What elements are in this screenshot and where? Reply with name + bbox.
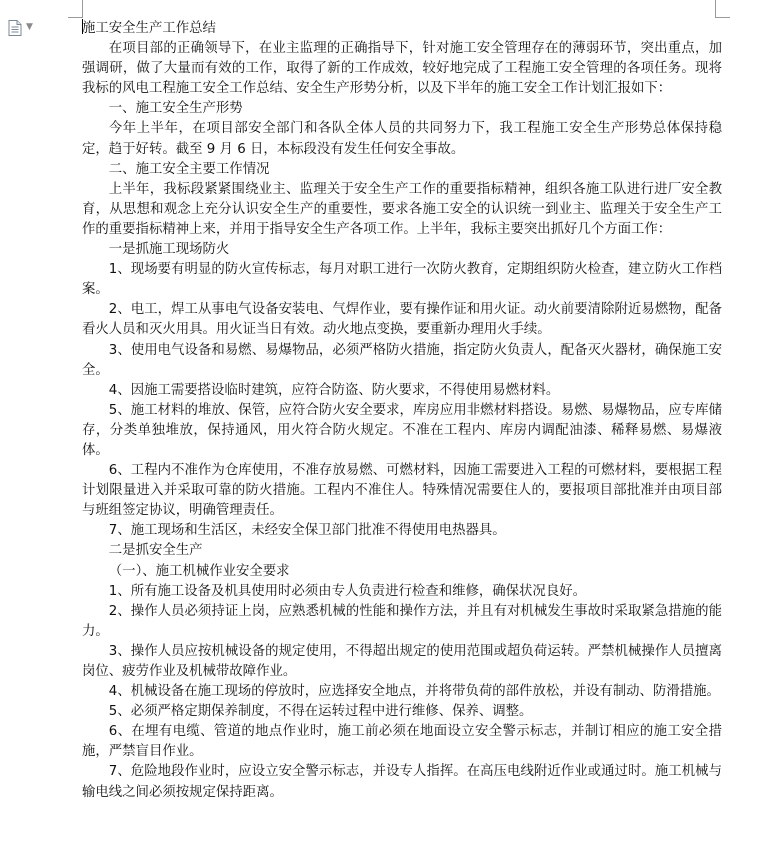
section-heading: 二、施工安全主要工作情况 bbox=[108, 161, 270, 177]
paragraph: 今年上半年，在项目部安全部门和各队全体人员的共同努力下，我工程施工安全生产形势总体保持稳定，趋于好转。截至 9 月 6 日，本标段没有发生任何安全事故。 bbox=[82, 121, 722, 157]
list-item: 7、危险地段作业时，应设立安全警示标志，并设专人指挥。在高压电线附近作业或通过时。施工机械与输电线之间必须按规定保持距离。 bbox=[82, 764, 722, 800]
list-item: 5、施工材料的堆放、保管，应符合防火安全要求，库房应用非燃材料搭设。易燃、易爆物品，应专库储存，分类单独堆放，保持通风，用火符合防火规定。不准在工程内、库房内调配油漆、稀释易燃、易爆液体。 bbox=[82, 402, 722, 458]
list-item: 1、所有施工设备及机具使用时必须由专人负责进行检查和维修，确保状况良好。 bbox=[108, 583, 586, 599]
paragraph: 上半年，我标段紧紧围绕业主、监理关于安全生产工作的重要指标精神，组织各施工队进行进厂安全教育，从思想和观念上充分认识安全生产的重要性，要求各施工安全的认识统一到业主、监理关于安全生产工作的重要指标精神上来，并用于指导安全生产各项工作。上半年，我标主要突出抓好几个方面工作： bbox=[82, 181, 722, 237]
caret-down-icon[interactable]: ▼ bbox=[26, 22, 33, 32]
subsection-heading: （一）、施工机械作业安全要求 bbox=[108, 563, 290, 579]
section-heading: 一、施工安全生产形势 bbox=[108, 101, 243, 117]
list-item: 2、电工，焊工从事电气设备安装电、气焊作业，要有操作证和用火证。动火前要清除附近易燃物，配备看火人员和灭火用具。用火证当日有效。动火地点变换，要重新办理用火手续。 bbox=[82, 302, 722, 338]
margin-corner-mark bbox=[715, 0, 716, 17]
list-item: 2、操作人员必须持证上岗，应熟悉机械的性能和操作方法，并且有对机械发生事故时采取紧急措施的能力。 bbox=[82, 603, 722, 639]
list-item: 3、使用电气设备和易燃、易爆物品，必须严格防火措施，指定防火负责人，配备灭火器材，确保施工安全。 bbox=[82, 342, 722, 378]
subsection-heading: 二是抓安全生产 bbox=[108, 543, 203, 559]
margin-corner-mark bbox=[82, 0, 83, 17]
paragraph: 在项目部的正确领导下，在业主监理的正确指导下，针对施工安全管理存在的薄弱环节，突出重点，加强调研，做了大量而有效的工作，取得了新的工作成效，较好地完成了工程施工安全管理的各项任务。现将我标的风电工程施工安全工作总结、安全生产形势分析，以及下半年的施工安全工作计划汇报如下： bbox=[82, 41, 722, 97]
subsection-heading: 一是抓施工现场防火 bbox=[108, 242, 230, 258]
list-item: 6、在埋有电缆、管道的地点作业时，施工前必须在地面设立安全警示标志，并制订相应的施工安全措施，严禁盲目作业。 bbox=[82, 724, 722, 760]
document-body[interactable] bbox=[82, 19, 722, 803]
list-item: 1、现场要有明显的防火宣传标志，每月对职工进行一次防火教育，定期组织防火检查，建立防火工作档案。 bbox=[82, 262, 722, 298]
margin-corner-mark bbox=[68, 17, 83, 18]
list-item: 5、必须严格定期保养制度，不得在运转过程中进行维修、保养、调整。 bbox=[108, 704, 533, 720]
margin-corner-mark bbox=[715, 17, 730, 18]
document-title: 施工安全生产工作总结 bbox=[82, 21, 216, 36]
list-item: 4、机械设备在施工现场的停放时，应选择安全地点，并将带负荷的部件放松，并设有制动、防滑措施。 bbox=[108, 684, 720, 700]
list-item: 6、工程内不准作为仓库使用，不准存放易燃、可燃材料，因施工需要进入工程的可燃材料，要根据工程计划限量进入并采取可靠的防火措施。工程内不准住人。特殊情况需要住人的，要报项目部批准并由项目部与班组签定协议，明确管理责任。 bbox=[82, 463, 722, 519]
list-item: 7、施工现场和生活区，未经安全保卫部门批准不得使用电热器具。 bbox=[108, 523, 506, 539]
list-item: 4、因施工需要搭设临时建筑，应符合防盗、防火要求，不得使用易燃材料。 bbox=[108, 382, 560, 398]
list-item: 3、操作人员应按机械设备的规定使用，不得超出规定的使用范围或超负荷运转。严禁机械操作人员擅离岗位、疲劳作业及机械带故障作业。 bbox=[82, 643, 722, 679]
document-icon[interactable] bbox=[8, 20, 22, 36]
